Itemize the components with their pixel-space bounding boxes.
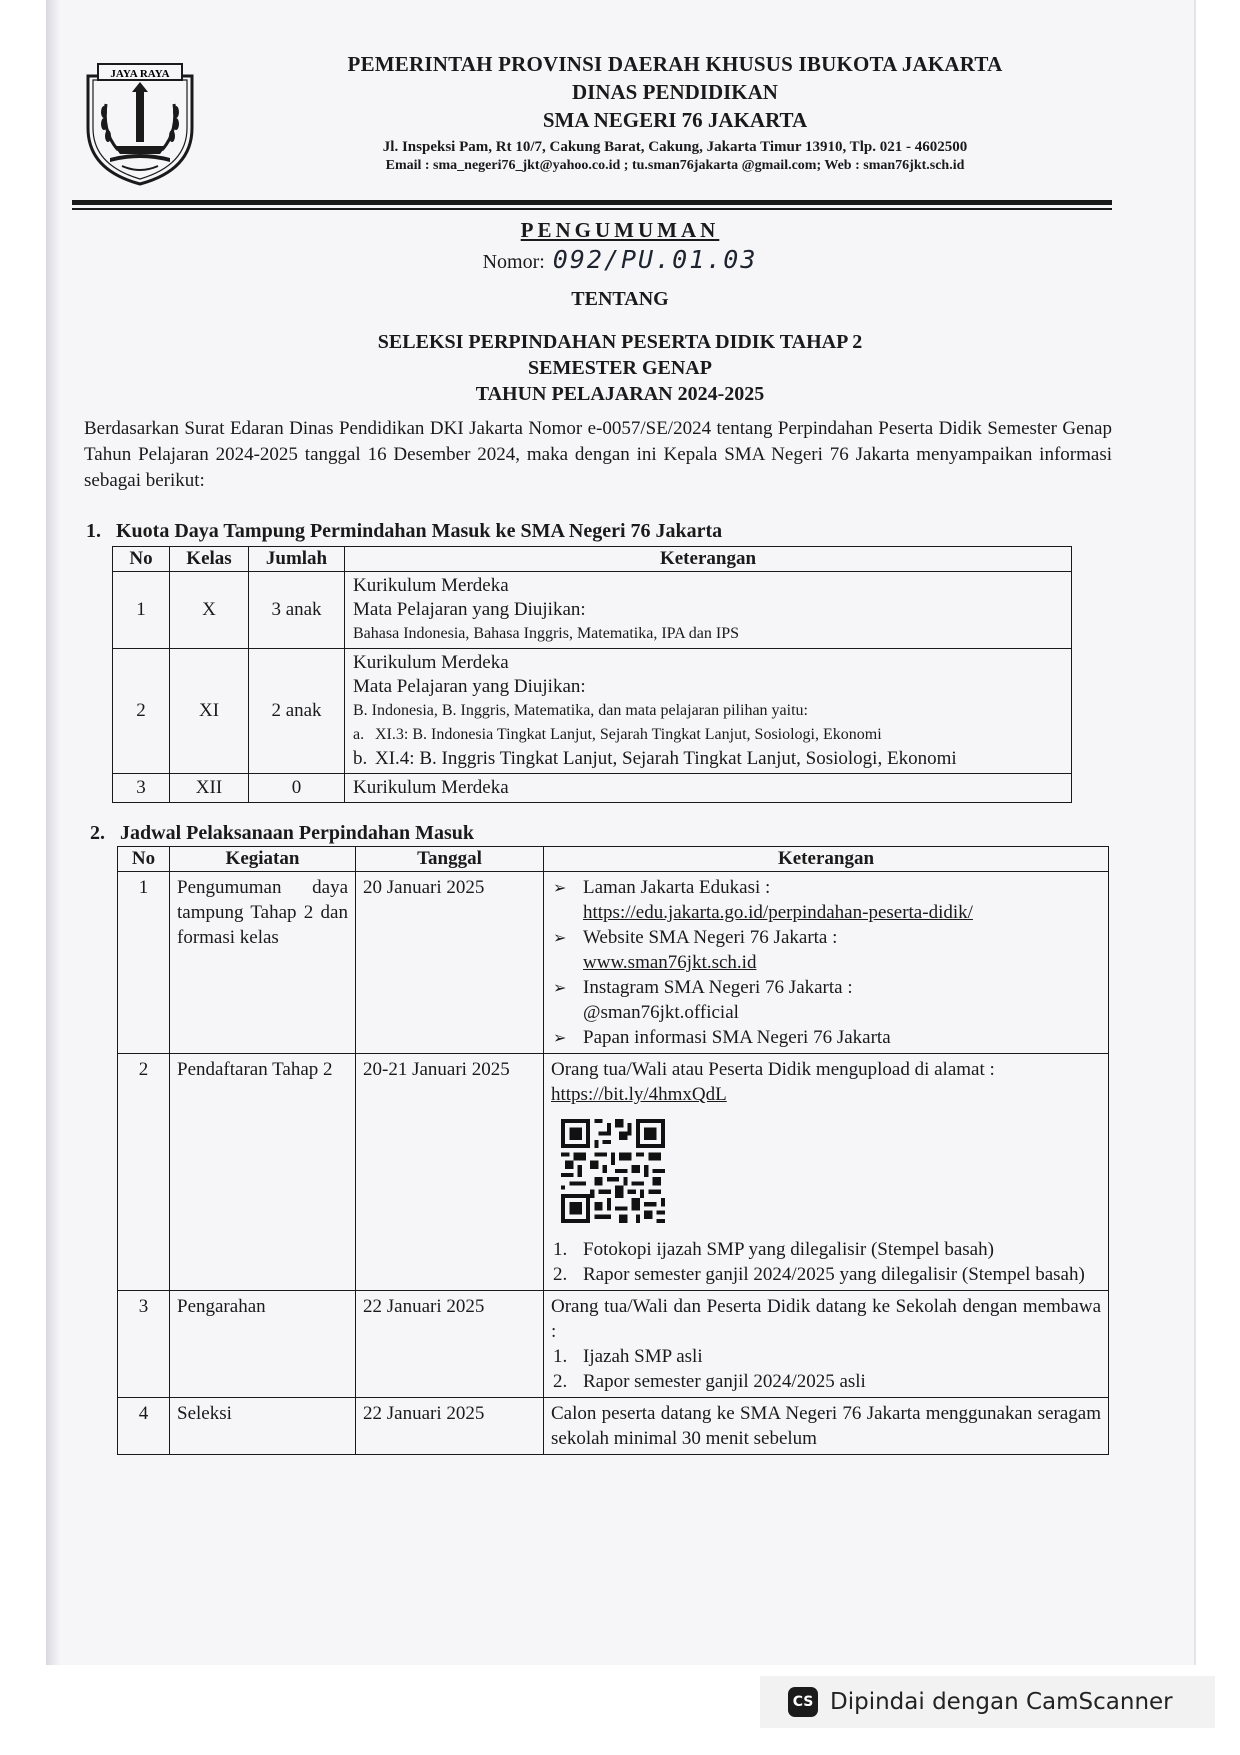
cell-keterangan: Kurikulum Merdeka — [345, 774, 1072, 803]
cell-kegiatan: Pengarahan — [170, 1291, 356, 1398]
announcement-number-handwritten: 092/PU.01.03 — [552, 245, 758, 274]
cell-keterangan — [544, 1054, 1109, 1291]
channel-label: ➢ Papan informasi SMA Negeri 76 Jakarta — [583, 1027, 891, 1048]
announcement-tentang: TENTANG — [571, 288, 669, 310]
announcement-title-block — [0, 218, 1240, 407]
item-number: 2. — [553, 1264, 568, 1285]
channel-link[interactable]: www.sman76jkt.sch.id — [583, 952, 757, 973]
cell-tanggal: 22 Januari 2025 — [356, 1398, 544, 1455]
cell-no: 1 — [118, 872, 170, 1054]
list-item — [551, 925, 1101, 975]
list-item — [551, 1025, 1101, 1050]
upload-instruction: Orang tua/Wali atau Peserta Didik mengupload di alamat : — [551, 1059, 995, 1080]
document-list — [551, 1237, 1101, 1287]
curriculum: Kurikulum Merdeka — [353, 575, 509, 596]
quota-table-header — [113, 547, 1072, 572]
channel-handle: @sman76jkt.official — [583, 1002, 739, 1023]
letterhead-contact: Email : sma_negeri76_jkt@yahoo.co.id ; tu.sman76jakarta @gmail.com; Web : sman76jkt.sch.id — [385, 158, 965, 173]
camscanner-watermark — [760, 1676, 1215, 1728]
channel-label: ➢ Laman Jakarta Edukasi : — [583, 877, 771, 898]
list-item — [551, 875, 1101, 925]
schedule-table — [117, 846, 1109, 1455]
col-tanggal: Tanggal — [356, 847, 544, 872]
section-1-number: 1. — [86, 520, 101, 542]
cell-keterangan: Calon peserta datang ke SMA Negeri 76 Jakarta menggunakan seragam sekolah minimal 30 menit sebelum — [544, 1398, 1109, 1455]
section-2-number: 2. — [90, 822, 105, 844]
table-row — [118, 1398, 1109, 1455]
cell-kegiatan: Pendaftaran Tahap 2 — [170, 1054, 356, 1291]
item-text: Rapor semester ganjil 2024/2025 asli — [583, 1371, 866, 1392]
cell-kelas: XII — [170, 774, 249, 803]
cell-kegiatan: Pengumuman daya tampung Tahap 2 dan formasi kelas — [170, 872, 356, 1054]
cell-keterangan — [345, 649, 1072, 774]
curriculum: Kurikulum Merdeka — [353, 652, 509, 673]
section-1-title: Kuota Daya Tampung Permindahan Masuk ke SMA Negeri 76 Jakarta — [116, 520, 723, 542]
option-b-marker: b. — [353, 748, 368, 769]
table-row — [113, 572, 1072, 649]
cell-keterangan — [544, 872, 1109, 1054]
letterhead-government: PEMERINTAH PROVINSI DAERAH KHUSUS IBUKOTA JAKARTA — [347, 52, 1003, 76]
cell-no: 3 — [113, 774, 170, 803]
subjects-list: B. Indonesia, B. Inggris, Matematika, dan mata pelajaran pilihan yaitu: — [353, 702, 808, 719]
cell-no: 3 — [118, 1291, 170, 1398]
section-1-heading — [86, 520, 722, 543]
logo-text: JAYA RAYA — [110, 68, 170, 80]
option-b-text: XI.4: B. Inggris Tingkat Lanjut, Sejarah Tingkat Lanjut, Sosiologi, Ekonomi — [375, 748, 957, 769]
cell-keterangan — [345, 572, 1072, 649]
cell-no: 2 — [113, 649, 170, 774]
option-a-text: XI.3: B. Indonesia Tingkat Lanjut, Sejarah Tingkat Lanjut, Sosiologi, Ekonomi — [375, 726, 882, 743]
list-item — [551, 1344, 1101, 1369]
cell-tanggal: 20-21 Januari 2025 — [356, 1054, 544, 1291]
option-a-marker: a. — [353, 726, 365, 743]
cell-kegiatan: Seleksi — [170, 1398, 356, 1455]
col-no: No — [118, 847, 170, 872]
subject-line-2: SEMESTER GENAP — [528, 357, 712, 379]
item-text: Rapor semester ganjil 2024/2025 yang dilegalisir (Stempel basah) — [583, 1264, 1085, 1285]
section-2-heading — [90, 822, 474, 845]
cell-jumlah: 3 anak — [249, 572, 345, 649]
intro-paragraph: Berdasarkan Surat Edaran Dinas Pendidikan DKI Jakarta Nomor e-0057/SE/2024 tentang Perpindahan Peserta Didik Semester Genap Tahun Pelajaran 2024-2025 tanggal 16 Desember 2024, maka dengan ini Kepala SMA Negeri 76 Jakarta menyampaikan informasi sebagai berikut: — [84, 418, 1112, 491]
cell-tanggal: 20 Januari 2025 — [356, 872, 544, 1054]
cell-kelas: X — [170, 572, 249, 649]
table-row — [118, 872, 1109, 1054]
list-item — [551, 1237, 1101, 1262]
cell-keterangan — [544, 1291, 1109, 1398]
table-row — [113, 649, 1072, 774]
letterhead-department: DINAS PENDIDIKAN — [572, 80, 778, 104]
channel-label: ➢ Website SMA Negeri 76 Jakarta : — [583, 927, 838, 948]
subjects-list: Bahasa Indonesia, Bahasa Inggris, Matematika, IPA dan IPS — [353, 625, 740, 642]
cell-kelas: XI — [170, 649, 249, 774]
item-text: Fotokopi ijazah SMP yang dilegalisir (Stempel basah) — [583, 1239, 994, 1260]
subjects-label: Mata Pelajaran yang Diujikan: — [353, 676, 586, 697]
letterhead-rule-thin — [72, 208, 1112, 210]
cell-jumlah: 0 — [249, 774, 345, 803]
letterhead-address: Jl. Inspeksi Pam, Rt 10/7, Cakung Barat, Cakung, Jakarta Timur 13910, Tlp. 021 - 4602500 — [382, 139, 968, 155]
list-item — [551, 1369, 1101, 1394]
option-b — [353, 747, 1063, 771]
briefing-instruction: Orang tua/Wali dan Peserta Didik datang ke Sekolah dengan membawa : — [551, 1296, 1101, 1342]
col-no: No — [113, 547, 170, 572]
table-row — [118, 1054, 1109, 1291]
option-a — [353, 723, 1063, 747]
channel-link[interactable]: https://edu.jakarta.go.id/perpindahan-peserta-didik/ — [583, 902, 973, 923]
subjects-label: Mata Pelajaran yang Diujikan: — [353, 599, 586, 620]
quota-table — [112, 546, 1072, 803]
letterhead-school: SMA NEGERI 76 JAKARTA — [542, 108, 808, 132]
table-row — [118, 1291, 1109, 1398]
announcement-number — [0, 245, 1240, 274]
cell-no: 1 — [113, 572, 170, 649]
item-text: Ijazah SMP asli — [583, 1346, 703, 1367]
cell-no: 2 — [118, 1054, 170, 1291]
subject-line-3: TAHUN PELAJARAN 2024-2025 — [475, 383, 765, 405]
cell-tanggal: 22 Januari 2025 — [356, 1291, 544, 1398]
col-keterangan: Keterangan — [544, 847, 1109, 872]
subject-line-1: SELEKSI PERPINDAHAN PESERTA DIDIK TAHAP 2 — [377, 331, 863, 353]
channel-label: ➢ Instagram SMA Negeri 76 Jakarta : — [583, 977, 853, 998]
item-number: 1. — [553, 1239, 568, 1260]
list-item — [551, 975, 1101, 1025]
table-row — [113, 774, 1072, 803]
document-list — [551, 1344, 1101, 1394]
col-kegiatan: Kegiatan — [170, 847, 356, 872]
announcement-subject — [0, 329, 1240, 407]
upload-link[interactable]: https://bit.ly/4hmxQdL — [551, 1084, 727, 1105]
info-channel-list — [551, 875, 1101, 1050]
col-jumlah: Jumlah — [249, 547, 345, 572]
camscanner-text: Dipindai dengan CamScanner — [830, 1689, 1173, 1715]
announcement-number-label: Nomor: — [482, 251, 545, 273]
item-number: 2. — [553, 1371, 568, 1392]
jakarta-emblem-logo — [84, 58, 196, 186]
letterhead-rule-thick — [72, 200, 1112, 205]
cell-jumlah: 2 anak — [249, 649, 345, 774]
item-number: 1. — [553, 1346, 568, 1367]
section-2-title: Jadwal Pelaksanaan Perpindahan Masuk — [120, 822, 474, 844]
list-item — [551, 1262, 1101, 1287]
schedule-table-header — [118, 847, 1109, 872]
announcement-title: PENGUMUMAN — [520, 218, 720, 242]
camscanner-logo-icon: CS — [788, 1687, 818, 1717]
col-keterangan: Keterangan — [345, 547, 1072, 572]
qr-code-icon — [561, 1119, 665, 1223]
cell-no: 4 — [118, 1398, 170, 1455]
letterhead — [280, 52, 1070, 174]
col-kelas: Kelas — [170, 547, 249, 572]
